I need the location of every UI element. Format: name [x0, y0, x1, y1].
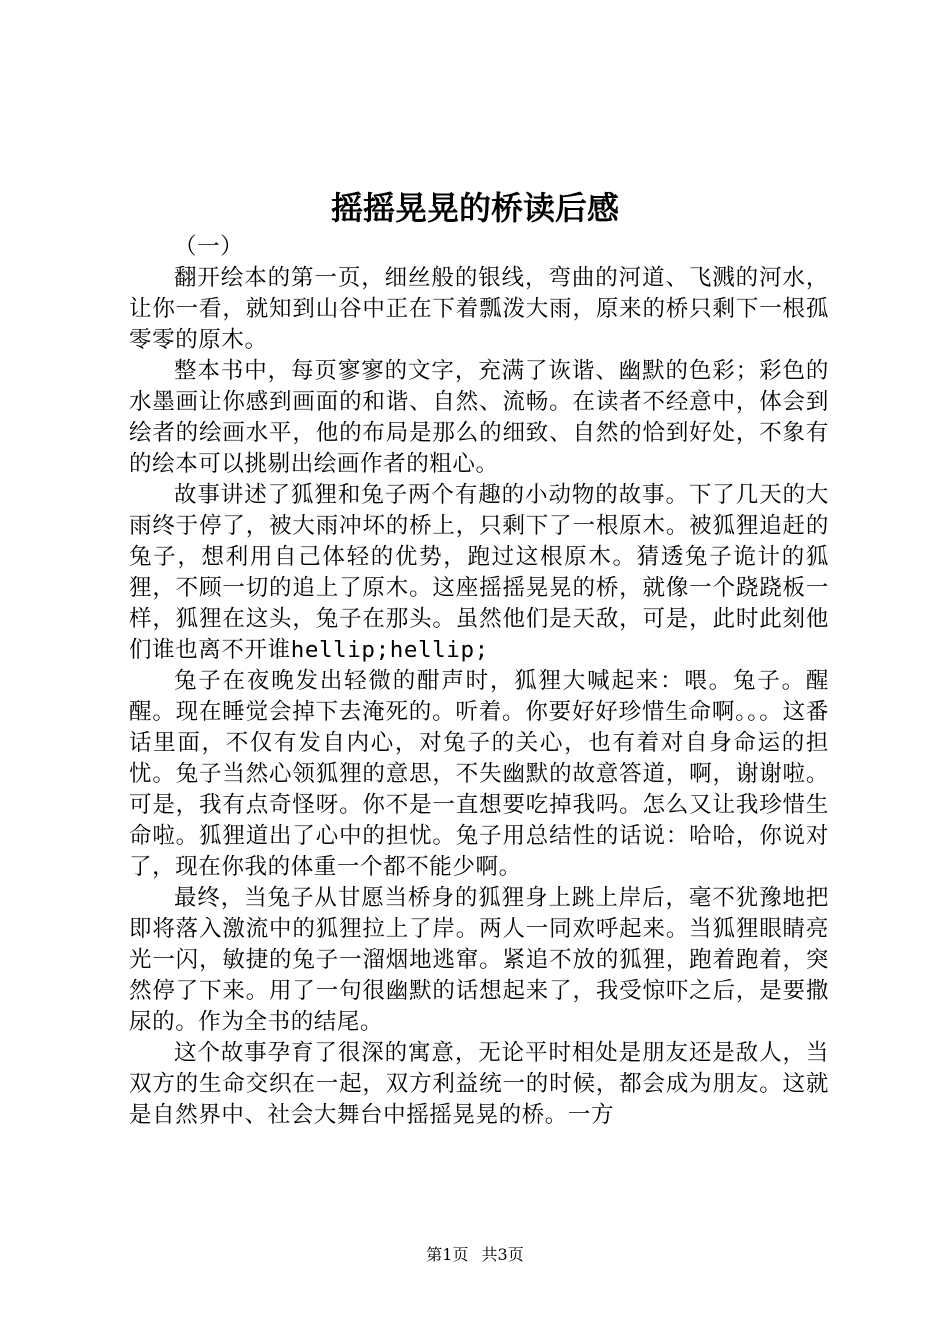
page-number: 第1页 — [426, 1245, 469, 1264]
paragraph-section-marker: （一） — [174, 234, 244, 260]
page-total: 共3页 — [481, 1245, 524, 1264]
page-footer — [0, 1244, 950, 1266]
document-title: 摇摇晃晃的桥读后感 — [330, 189, 619, 227]
paragraph: 最终，当兔子从甘愿当桥身的狐狸身上跳上岸后，毫不犹豫地把即将落入激流中的狐狸拉上了岸。两人一同欢呼起来。当狐狸眼睛亮光一闪，敏捷的兔子一溜烟地逃窜。紧追不放的狐狸，跑着跑着，突然停了下来。用了一句很幽默的话想起来了，我受惊吓之后，是要撒尿的。作为全书的结尾。 — [129, 885, 829, 1035]
paragraph: 这个故事孕育了很深的寓意，无论平时相处是朋友还是敌人，当双方的生命交织在一起，双方利益统一的时候，都会成为朋友。这就是自然界中、社会大舞台中摇摇晃晃的桥。一方 — [129, 1040, 829, 1128]
paragraph: 兔子在夜晚发出轻微的酣声时，狐狸大喊起来：喂。兔子。醒醒。现在睡觉会掉下去淹死的。听着。你要好好珍惜生命啊。。。这番话里面，不仅有发自内心，对兔子的关心，也有着对自身命运的担忧。兔子当然心领狐狸的意思，不失幽默的故意答道，啊，谢谢啦。可是，我有点奇怪呀。你不是一直想要吃掉我吗。怎么又让我珍惜生命啦。狐狸道出了心中的担忧。兔子用总结性的话说：哈哈，你说对了，现在你我的体重一个都不能少啊。 — [129, 668, 829, 880]
document-body — [129, 232, 829, 1131]
paragraph: 翻开绘本的第一页，细丝般的银线，弯曲的河道、飞溅的河水，让你一看，就知到山谷中正在下着瓢泼大雨，原来的桥只剩下一根孤零零的原木。 — [129, 265, 829, 353]
paragraph: 整本书中，每页寥寥的文字，充满了诙谐、幽默的色彩；彩色的水墨画让你感到画面的和谐、自然、流畅。在读者不经意中，体会到绘者的绘画水平，他的布局是那么的细致、自然的恰到好处，不象有的绘本可以挑剔出绘画作者的粗心。 — [129, 358, 829, 477]
paragraph: 故事讲述了狐狸和兔子两个有趣的小动物的故事。下了几天的大雨终于停了，被大雨冲坏的桥上，只剩下了一根原木。被狐狸追赶的兔子，想利用自己体轻的优势，跑过这根原木。猜透兔子诡计的狐狸，不顾一切的追上了原木。这座摇摇晃晃的桥，就像一个跷跷板一样，狐狸在这头，兔子在那头。虽然他们是天敌，可是，此时此刻他们谁也离不开谁hellip;hellip; — [129, 482, 829, 663]
